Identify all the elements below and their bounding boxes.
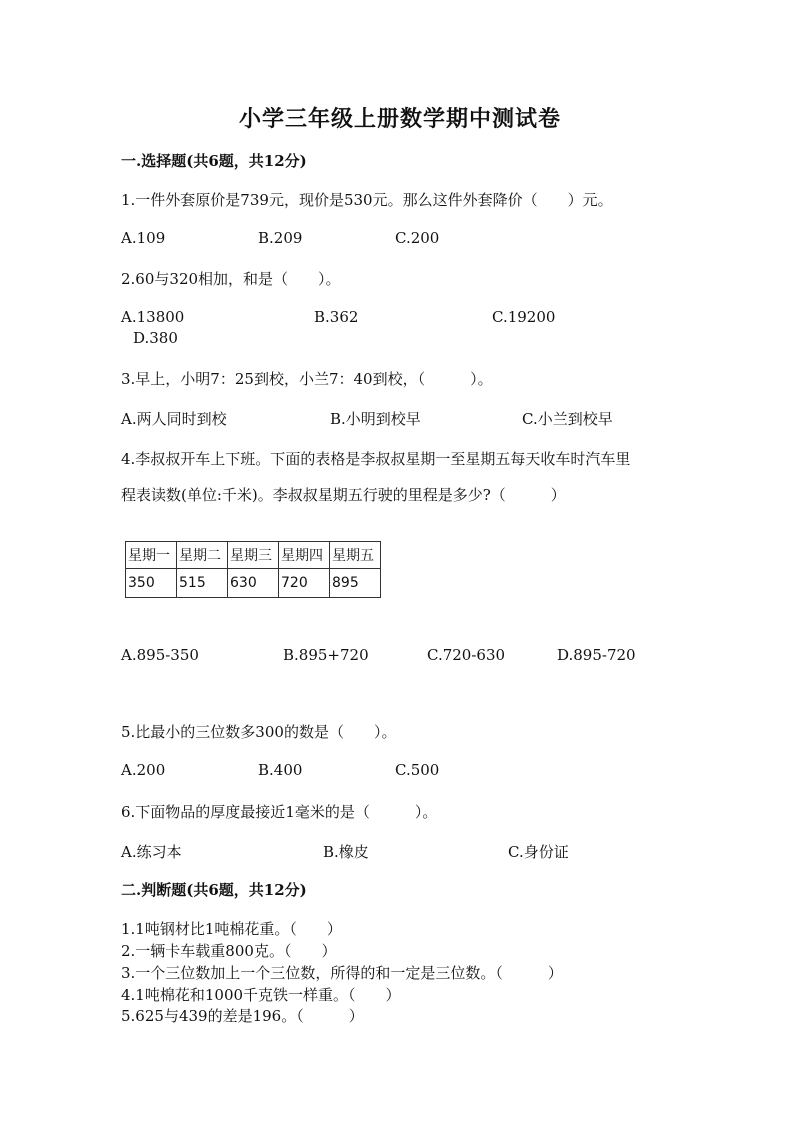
question-4-text-line-2: 程表读数(单位:千米)。李叔叔星期五行驶的里程是多少?（ ）: [121, 486, 566, 504]
question-6-option-a[interactable]: A.练习本: [121, 843, 182, 861]
judgment-item-5: 5.625与439的差是196。（ ）: [121, 1007, 364, 1025]
question-6-option-c[interactable]: C.身份证: [508, 843, 569, 861]
table-cell: 515: [177, 569, 228, 598]
question-3-text: 3.早上，小明7：25到校，小兰7：40到校，（ ）。: [121, 370, 493, 388]
question-4-option-b[interactable]: B.895+720: [283, 646, 369, 664]
question-5-option-a[interactable]: A.200: [121, 761, 166, 779]
question-2-option-a[interactable]: A.13800: [121, 308, 185, 326]
table-cell: 720: [279, 569, 330, 598]
judgment-item-2: 2.一辆卡车载重800克。（ ）: [121, 942, 337, 960]
question-1-option-b[interactable]: B.209: [258, 229, 303, 247]
question-2-option-c[interactable]: C.19200: [492, 308, 556, 326]
question-3-option-a[interactable]: A.两人同时到校: [121, 410, 227, 428]
question-5-option-c[interactable]: C.500: [395, 761, 440, 779]
page-title: 小学三年级上册数学期中测试卷: [238, 106, 561, 132]
question-5-text: 5.比最小的三位数多300的数是（ ）。: [121, 723, 397, 741]
question-3-option-b[interactable]: B.小明到校早: [330, 410, 421, 428]
question-2-option-b[interactable]: B.362: [314, 308, 359, 326]
question-6-text: 6.下面物品的厚度最接近1毫米的是（ ）。: [121, 803, 438, 821]
table-header-row: [126, 542, 381, 569]
table-header-cell: 星期二: [177, 542, 228, 569]
table-row: [126, 569, 381, 598]
section-1-heading: 一.选择题(共6题，共12分): [121, 152, 307, 170]
question-4-option-d[interactable]: D.895-720: [557, 646, 636, 664]
table-header-cell: 星期四: [279, 542, 330, 569]
table-header-cell: 星期五: [330, 542, 381, 569]
question-3-option-c[interactable]: C.小兰到校早: [522, 410, 613, 428]
table-header-cell: 星期三: [228, 542, 279, 569]
section-2-heading: 二.判断题(共6题，共12分): [121, 881, 307, 899]
table-cell: 895: [330, 569, 381, 598]
judgment-item-1: 1.1吨钢材比1吨棉花重。（ ）: [121, 920, 342, 938]
question-4-option-c[interactable]: C.720-630: [427, 646, 506, 664]
question-1-option-a[interactable]: A.109: [121, 229, 166, 247]
question-1-option-c[interactable]: C.200: [395, 229, 440, 247]
table-cell: 630: [228, 569, 279, 598]
question-4-option-a[interactable]: A.895-350: [121, 646, 199, 664]
question-2-text: 2.60与320相加，和是（ ）。: [121, 270, 341, 288]
table-header-cell: 星期一: [126, 542, 177, 569]
question-1-text: 1.一件外套原价是739元，现价是530元。那么这件外套降价（ ）元。: [121, 191, 613, 209]
mileage-table: [125, 541, 381, 598]
question-4-text-line-1: 4.李叔叔开车上下班。下面的表格是李叔叔星期一至星期五每天收车时汽车里: [121, 450, 631, 468]
table-cell: 350: [126, 569, 177, 598]
question-2-option-d[interactable]: D.380: [133, 329, 178, 347]
question-6-option-b[interactable]: B.橡皮: [323, 843, 369, 861]
question-5-option-b[interactable]: B.400: [258, 761, 303, 779]
judgment-item-4: 4.1吨棉花和1000千克铁一样重。（ ）: [121, 986, 401, 1004]
judgment-item-3: 3.一个三位数加上一个三位数，所得的和一定是三位数。（ ）: [121, 964, 563, 982]
